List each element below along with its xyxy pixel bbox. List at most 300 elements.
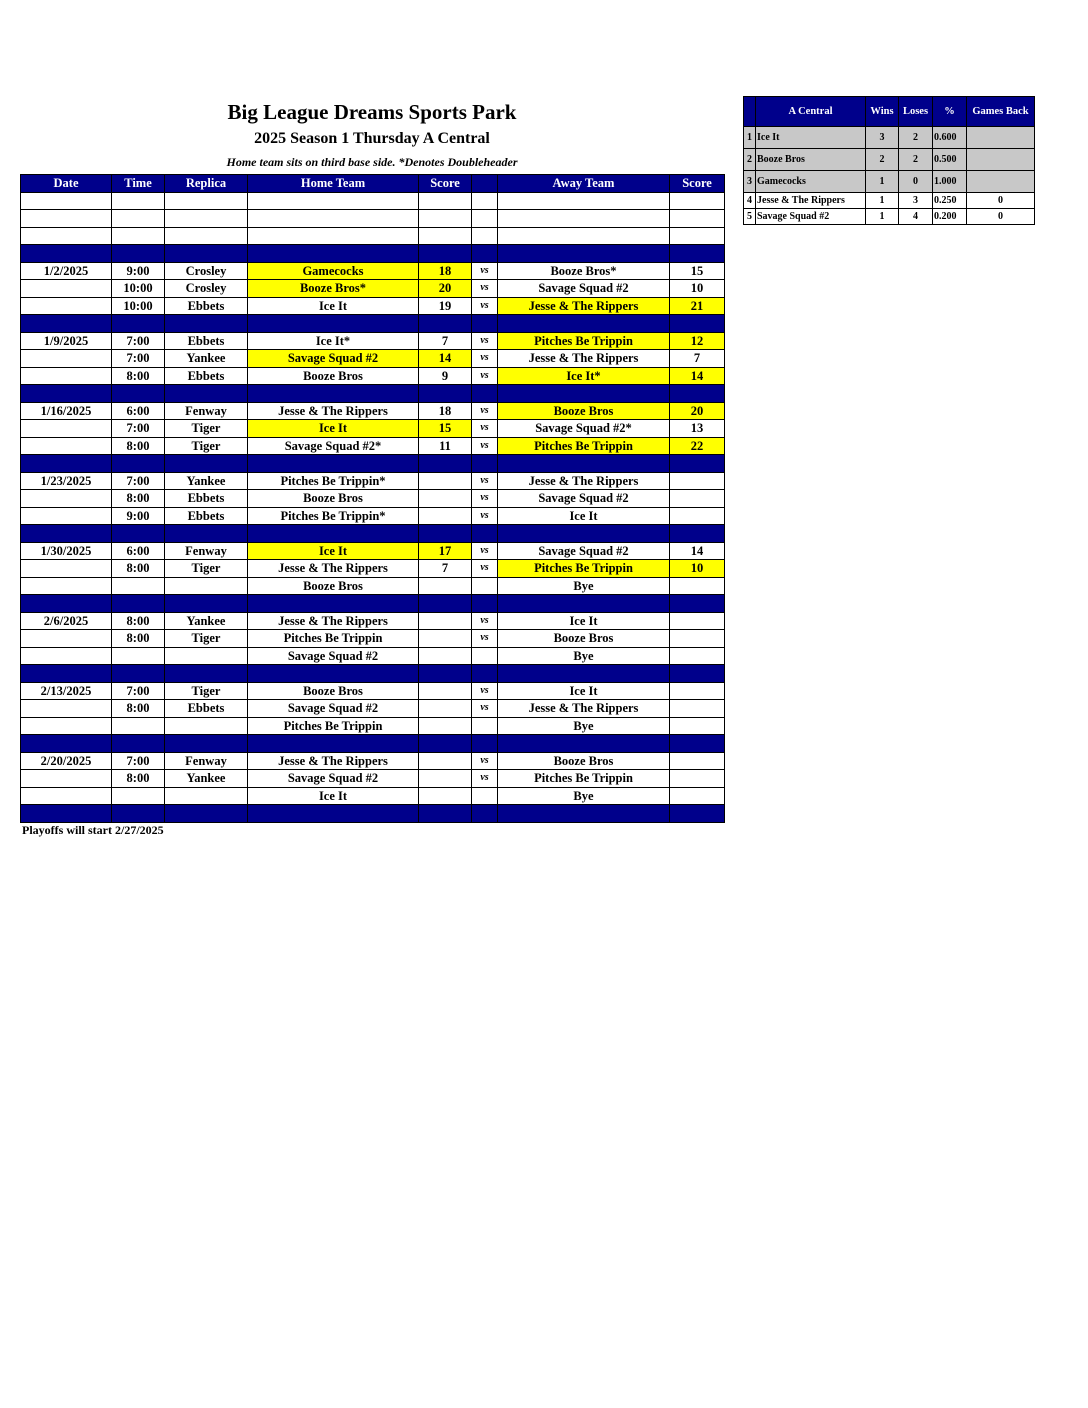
away-team-cell: Booze Bros xyxy=(498,630,670,648)
games-back-cell xyxy=(967,149,1035,171)
home-score-cell xyxy=(419,245,472,263)
home-team-cell xyxy=(248,455,419,473)
away-score-cell xyxy=(670,210,725,228)
away-score-cell: 14 xyxy=(670,367,725,385)
game-row xyxy=(21,420,725,438)
home-team-cell: Booze Bros xyxy=(248,577,419,595)
replica-cell xyxy=(165,227,248,245)
replica-cell xyxy=(165,665,248,683)
home-score-cell xyxy=(419,490,472,508)
vs-label: vs xyxy=(472,280,498,298)
week-separator-row xyxy=(21,735,725,753)
home-score-cell xyxy=(419,647,472,665)
away-team-cell: Ice It xyxy=(498,612,670,630)
game-row xyxy=(21,682,725,700)
date-cell xyxy=(21,227,112,245)
col-header-home-score: Score xyxy=(419,175,472,193)
away-score-cell: 10 xyxy=(670,560,725,578)
replica-cell: Yankee xyxy=(165,612,248,630)
pct-cell: 0.250 xyxy=(933,193,967,209)
away-score-cell: 10 xyxy=(670,280,725,298)
replica-cell xyxy=(165,647,248,665)
date-cell xyxy=(21,350,112,368)
vs-label xyxy=(472,525,498,543)
replica-cell xyxy=(165,455,248,473)
time-cell xyxy=(112,192,165,210)
away-score-cell xyxy=(670,525,725,543)
date-cell xyxy=(21,700,112,718)
away-score-cell: 14 xyxy=(670,542,725,560)
game-row xyxy=(21,612,725,630)
away-team-cell: Bye xyxy=(498,717,670,735)
away-team-cell xyxy=(498,227,670,245)
vs-label: vs xyxy=(472,612,498,630)
time-cell xyxy=(112,577,165,595)
replica-cell xyxy=(165,595,248,613)
vs-label xyxy=(472,665,498,683)
away-team-cell xyxy=(498,665,670,683)
home-team-cell: Ice It xyxy=(248,297,419,315)
time-cell: 8:00 xyxy=(112,630,165,648)
standings-row xyxy=(744,127,1035,149)
time-cell: 8:00 xyxy=(112,770,165,788)
week-separator-row xyxy=(21,385,725,403)
home-team-cell: Ice It xyxy=(248,542,419,560)
time-cell xyxy=(112,245,165,263)
home-score-cell: 15 xyxy=(419,420,472,438)
away-score-cell xyxy=(670,315,725,333)
game-row xyxy=(21,647,725,665)
col-header-date: Date xyxy=(21,175,112,193)
time-cell: 9:00 xyxy=(112,262,165,280)
away-score-cell: 21 xyxy=(670,297,725,315)
home-team-cell xyxy=(248,595,419,613)
home-score-cell: 17 xyxy=(419,542,472,560)
home-score-cell xyxy=(419,210,472,228)
away-team-cell xyxy=(498,192,670,210)
standings-row xyxy=(744,149,1035,171)
away-score-cell xyxy=(670,805,725,823)
away-score-cell xyxy=(670,770,725,788)
home-score-cell xyxy=(419,630,472,648)
home-team-cell: Savage Squad #2* xyxy=(248,437,419,455)
away-team-cell xyxy=(498,805,670,823)
away-team-cell: Pitches Be Trippin xyxy=(498,332,670,350)
date-cell xyxy=(21,367,112,385)
replica-cell: Fenway xyxy=(165,542,248,560)
rank-cell: 3 xyxy=(744,171,756,193)
home-score-cell xyxy=(419,192,472,210)
time-cell xyxy=(112,227,165,245)
vs-label: vs xyxy=(472,507,498,525)
schedule-table xyxy=(20,174,725,823)
away-team-cell xyxy=(498,455,670,473)
home-team-cell xyxy=(248,385,419,403)
away-score-cell xyxy=(670,630,725,648)
away-team-cell: Bye xyxy=(498,647,670,665)
game-row xyxy=(21,490,725,508)
date-cell xyxy=(21,735,112,753)
date-cell xyxy=(21,192,112,210)
time-cell xyxy=(112,210,165,228)
home-team-cell xyxy=(248,665,419,683)
away-team-cell: Savage Squad #2* xyxy=(498,420,670,438)
home-score-cell: 20 xyxy=(419,280,472,298)
away-team-cell: Booze Bros xyxy=(498,402,670,420)
rank-cell: 1 xyxy=(744,127,756,149)
loses-cell: 2 xyxy=(899,127,933,149)
home-score-cell xyxy=(419,612,472,630)
col-header-vs xyxy=(472,175,498,193)
away-team-cell: Booze Bros* xyxy=(498,262,670,280)
games-back-cell xyxy=(967,171,1035,193)
away-team-cell: Savage Squad #2 xyxy=(498,280,670,298)
replica-cell: Fenway xyxy=(165,752,248,770)
home-score-cell xyxy=(419,665,472,683)
game-row xyxy=(21,542,725,560)
vs-label xyxy=(472,385,498,403)
standings-header-row xyxy=(744,97,1035,127)
game-row xyxy=(21,700,725,718)
page-title: Big League Dreams Sports Park xyxy=(227,100,517,124)
vs-label xyxy=(472,787,498,805)
vs-label: vs xyxy=(472,490,498,508)
pct-cell: 0.600 xyxy=(933,127,967,149)
home-team-cell xyxy=(248,245,419,263)
loses-cell: 0 xyxy=(899,171,933,193)
home-team-cell: Pitches Be Trippin* xyxy=(248,472,419,490)
time-cell xyxy=(112,595,165,613)
game-row xyxy=(21,507,725,525)
week-separator-row xyxy=(21,525,725,543)
wins-cell: 1 xyxy=(866,209,899,225)
date-cell xyxy=(21,595,112,613)
home-score-cell: 14 xyxy=(419,350,472,368)
away-team-cell: Jesse & The Rippers xyxy=(498,472,670,490)
home-score-cell xyxy=(419,700,472,718)
away-score-cell: 7 xyxy=(670,350,725,368)
date-cell xyxy=(21,770,112,788)
vs-label: vs xyxy=(472,700,498,718)
home-team-cell: Ice It xyxy=(248,787,419,805)
vs-label: vs xyxy=(472,437,498,455)
time-cell xyxy=(112,525,165,543)
vs-label: vs xyxy=(472,682,498,700)
home-team-cell: Jesse & The Rippers xyxy=(248,560,419,578)
vs-label: vs xyxy=(472,332,498,350)
vs-label: vs xyxy=(472,630,498,648)
away-team-cell: Ice It xyxy=(498,682,670,700)
away-score-cell xyxy=(670,700,725,718)
vs-label: vs xyxy=(472,262,498,280)
games-back-cell xyxy=(967,127,1035,149)
away-score-cell: 15 xyxy=(670,262,725,280)
home-team-cell xyxy=(248,192,419,210)
team-cell: Gamecocks xyxy=(756,171,866,193)
home-score-cell xyxy=(419,525,472,543)
pct-cell: 0.500 xyxy=(933,149,967,171)
date-cell xyxy=(21,630,112,648)
replica-cell: Yankee xyxy=(165,472,248,490)
vs-label: vs xyxy=(472,297,498,315)
col-header-away-score: Score xyxy=(670,175,725,193)
standings-table xyxy=(743,96,1035,225)
date-cell xyxy=(21,385,112,403)
away-score-cell: 13 xyxy=(670,420,725,438)
time-cell: 8:00 xyxy=(112,367,165,385)
week-separator-row xyxy=(21,595,725,613)
away-score-cell xyxy=(670,665,725,683)
pct-cell: 0.200 xyxy=(933,209,967,225)
game-row xyxy=(21,577,725,595)
blank-row xyxy=(21,227,725,245)
away-team-cell: Savage Squad #2 xyxy=(498,490,670,508)
date-cell: 2/20/2025 xyxy=(21,752,112,770)
standings-row xyxy=(744,209,1035,225)
standings-header-games-back: Games Back xyxy=(967,97,1035,127)
game-row xyxy=(21,787,725,805)
date-cell: 2/13/2025 xyxy=(21,682,112,700)
week-separator-row xyxy=(21,315,725,333)
standings-header-division: A Central xyxy=(756,97,866,127)
game-row xyxy=(21,280,725,298)
date-cell: 1/30/2025 xyxy=(21,542,112,560)
replica-cell: Tiger xyxy=(165,560,248,578)
time-cell: 7:00 xyxy=(112,752,165,770)
game-row xyxy=(21,630,725,648)
vs-label xyxy=(472,455,498,473)
away-score-cell xyxy=(670,787,725,805)
home-team-cell: Savage Squad #2 xyxy=(248,647,419,665)
time-cell: 6:00 xyxy=(112,542,165,560)
replica-cell: Tiger xyxy=(165,630,248,648)
time-cell: 8:00 xyxy=(112,490,165,508)
home-team-cell: Savage Squad #2 xyxy=(248,350,419,368)
rank-cell: 4 xyxy=(744,193,756,209)
vs-label: vs xyxy=(472,542,498,560)
away-team-cell: Bye xyxy=(498,787,670,805)
date-cell xyxy=(21,245,112,263)
away-score-cell xyxy=(670,735,725,753)
team-cell: Booze Bros xyxy=(756,149,866,171)
replica-cell xyxy=(165,385,248,403)
home-score-cell xyxy=(419,752,472,770)
team-cell: Jesse & The Rippers xyxy=(756,193,866,209)
home-team-cell: Ice It xyxy=(248,420,419,438)
schedule-note: Home team sits on third base side. *Denotes Doubleheader xyxy=(226,155,518,169)
away-team-cell: Bye xyxy=(498,577,670,595)
time-cell: 7:00 xyxy=(112,420,165,438)
replica-cell xyxy=(165,192,248,210)
time-cell xyxy=(112,385,165,403)
date-cell: 1/9/2025 xyxy=(21,332,112,350)
loses-cell: 2 xyxy=(899,149,933,171)
date-cell xyxy=(21,647,112,665)
col-header-replica: Replica xyxy=(165,175,248,193)
away-team-cell: Booze Bros xyxy=(498,752,670,770)
time-cell xyxy=(112,647,165,665)
away-team-cell: Savage Squad #2 xyxy=(498,542,670,560)
away-team-cell: Ice It* xyxy=(498,367,670,385)
replica-cell: Tiger xyxy=(165,682,248,700)
time-cell xyxy=(112,805,165,823)
away-team-cell: Jesse & The Rippers xyxy=(498,297,670,315)
replica-cell: Crosley xyxy=(165,280,248,298)
date-cell xyxy=(21,507,112,525)
replica-cell: Ebbets xyxy=(165,507,248,525)
away-score-cell: 20 xyxy=(670,402,725,420)
wins-cell: 2 xyxy=(866,149,899,171)
away-score-cell xyxy=(670,717,725,735)
replica-cell: Ebbets xyxy=(165,700,248,718)
away-team-cell xyxy=(498,245,670,263)
replica-cell xyxy=(165,787,248,805)
replica-cell: Tiger xyxy=(165,420,248,438)
game-row xyxy=(21,402,725,420)
home-team-cell: Jesse & The Rippers xyxy=(248,612,419,630)
home-team-cell xyxy=(248,735,419,753)
home-team-cell: Booze Bros xyxy=(248,682,419,700)
home-team-cell: Booze Bros* xyxy=(248,280,419,298)
home-score-cell xyxy=(419,770,472,788)
vs-label xyxy=(472,717,498,735)
away-score-cell xyxy=(670,507,725,525)
away-score-cell xyxy=(670,647,725,665)
schedule-header-row xyxy=(21,175,725,193)
page-subtitle: 2025 Season 1 Thursday A Central xyxy=(254,130,490,147)
replica-cell: Fenway xyxy=(165,402,248,420)
away-score-cell xyxy=(670,245,725,263)
vs-label: vs xyxy=(472,367,498,385)
date-cell xyxy=(21,805,112,823)
away-team-cell xyxy=(498,315,670,333)
team-cell: Savage Squad #2 xyxy=(756,209,866,225)
time-cell: 7:00 xyxy=(112,472,165,490)
home-score-cell xyxy=(419,787,472,805)
home-team-cell xyxy=(248,227,419,245)
game-row xyxy=(21,262,725,280)
time-cell: 9:00 xyxy=(112,507,165,525)
time-cell xyxy=(112,735,165,753)
away-team-cell: Pitches Be Trippin xyxy=(498,437,670,455)
date-cell xyxy=(21,455,112,473)
replica-cell xyxy=(165,210,248,228)
replica-cell xyxy=(165,315,248,333)
loses-cell: 4 xyxy=(899,209,933,225)
date-cell xyxy=(21,437,112,455)
home-score-cell xyxy=(419,315,472,333)
home-team-cell xyxy=(248,805,419,823)
date-cell: 1/23/2025 xyxy=(21,472,112,490)
date-cell xyxy=(21,420,112,438)
col-header-home-team: Home Team xyxy=(248,175,419,193)
game-row xyxy=(21,770,725,788)
vs-label xyxy=(472,647,498,665)
vs-label: vs xyxy=(472,350,498,368)
time-cell: 7:00 xyxy=(112,682,165,700)
home-score-cell: 7 xyxy=(419,332,472,350)
date-cell xyxy=(21,560,112,578)
away-score-cell xyxy=(670,577,725,595)
team-cell: Ice It xyxy=(756,127,866,149)
replica-cell: Tiger xyxy=(165,437,248,455)
replica-cell xyxy=(165,717,248,735)
time-cell xyxy=(112,787,165,805)
home-team-cell: Pitches Be Trippin* xyxy=(248,507,419,525)
home-score-cell: 18 xyxy=(419,262,472,280)
time-cell xyxy=(112,315,165,333)
time-cell: 7:00 xyxy=(112,332,165,350)
week-separator-row xyxy=(21,805,725,823)
time-cell: 8:00 xyxy=(112,612,165,630)
col-header-time: Time xyxy=(112,175,165,193)
home-score-cell: 18 xyxy=(419,402,472,420)
home-score-cell xyxy=(419,717,472,735)
vs-label: vs xyxy=(472,752,498,770)
games-back-cell: 0 xyxy=(967,193,1035,209)
replica-cell: Ebbets xyxy=(165,367,248,385)
time-cell: 8:00 xyxy=(112,560,165,578)
game-row xyxy=(21,717,725,735)
date-cell xyxy=(21,210,112,228)
replica-cell: Ebbets xyxy=(165,297,248,315)
away-team-cell: Pitches Be Trippin xyxy=(498,770,670,788)
blank-row xyxy=(21,210,725,228)
home-team-cell: Ice It* xyxy=(248,332,419,350)
games-back-cell: 0 xyxy=(967,209,1035,225)
home-score-cell xyxy=(419,227,472,245)
home-team-cell: Jesse & The Rippers xyxy=(248,402,419,420)
vs-label xyxy=(472,805,498,823)
vs-label xyxy=(472,595,498,613)
time-cell: 8:00 xyxy=(112,700,165,718)
away-team-cell: Jesse & The Rippers xyxy=(498,350,670,368)
home-score-cell: 19 xyxy=(419,297,472,315)
home-score-cell xyxy=(419,682,472,700)
date-cell xyxy=(21,490,112,508)
home-score-cell xyxy=(419,385,472,403)
wins-cell: 1 xyxy=(866,171,899,193)
home-team-cell xyxy=(248,210,419,228)
home-team-cell: Pitches Be Trippin xyxy=(248,630,419,648)
vs-label: vs xyxy=(472,472,498,490)
replica-cell xyxy=(165,245,248,263)
vs-label xyxy=(472,735,498,753)
date-cell xyxy=(21,787,112,805)
time-cell: 10:00 xyxy=(112,297,165,315)
away-team-cell: Ice It xyxy=(498,507,670,525)
home-team-cell xyxy=(248,315,419,333)
replica-cell: Crosley xyxy=(165,262,248,280)
date-cell xyxy=(21,717,112,735)
vs-label xyxy=(472,227,498,245)
home-score-cell: 7 xyxy=(419,560,472,578)
away-team-cell: Pitches Be Trippin xyxy=(498,560,670,578)
week-separator-row xyxy=(21,665,725,683)
standings-header-rank xyxy=(744,97,756,127)
away-score-cell: 12 xyxy=(670,332,725,350)
replica-cell: Ebbets xyxy=(165,332,248,350)
rank-cell: 2 xyxy=(744,149,756,171)
date-cell xyxy=(21,577,112,595)
date-cell: 2/6/2025 xyxy=(21,612,112,630)
game-row xyxy=(21,332,725,350)
wins-cell: 3 xyxy=(866,127,899,149)
away-score-cell xyxy=(670,192,725,210)
vs-label xyxy=(472,315,498,333)
home-score-cell: 11 xyxy=(419,437,472,455)
away-score-cell xyxy=(670,682,725,700)
